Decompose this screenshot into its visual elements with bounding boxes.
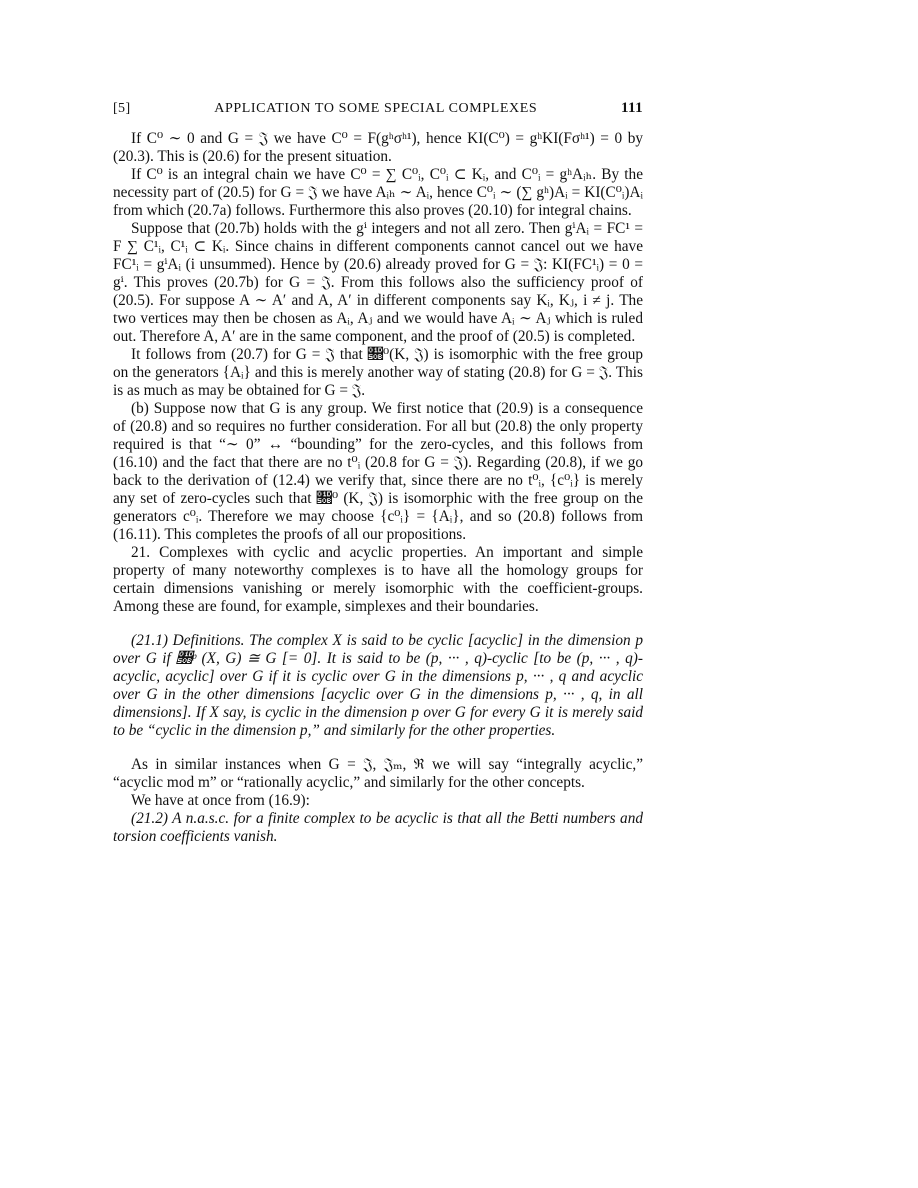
paragraph-integrally-acyclic: As in similar instances when G = 𝔍, 𝔍ₘ, ℜ we will say “integrally acyclic,” “acyclic mod m” or “rationally acyclic,” and similarly for the other concepts. bbox=[113, 756, 643, 791]
section-21-paragraph: 21. Complexes with cyclic and acyclic properties. An important and simple property of many noteworthy complexes is to have all the homology groups for certain dimensions vanishing or merely isomorphic with the coefficient-groups. Among these are found, for example, simplexes and their boundaries. bbox=[113, 544, 643, 615]
page-number: 111 bbox=[620, 100, 643, 116]
paragraph-4: It follows from (20.7) for G = 𝔍 that 𝔋⁰(K, 𝔍) is isomorphic with the free group on the generators {Aᵢ} and this is merely another way of stating (20.8) for G = 𝔍. This is as much as may be obtained for G = 𝔍. bbox=[113, 346, 643, 399]
paragraph-5: (b) Suppose now that G is any group. We first notice that (20.9) is a consequence of (20.8) and so requires no further consideration. For all but (20.8) the only property required is that “∼ 0” ↔ “bounding” for the zero-cycles, and this follows from (16.10) and the fact that there are no t⁰ᵢ (20.8 for G = 𝔍). Regarding (20.8), if we go back to the derivation of (12.4) we verify that, since there are no t⁰ᵢ, {c⁰ᵢ} is merely any set of zero-cycles such that 𝔋⁰ (K, 𝔍) is isomorphic with the free group on the generators c⁰ᵢ. Therefore we may choose {c⁰ᵢ} = {Aᵢ}, and so (20.8) follows from (16.11). This completes the proofs of all our propositions. bbox=[113, 400, 643, 543]
running-header bbox=[113, 99, 643, 118]
book-page bbox=[113, 99, 643, 846]
paragraph-at-once: We have at once from (16.9): bbox=[131, 792, 310, 809]
definition-21-1: (21.1) Definitions. The complex X is said to be cyclic [acyclic] in the dimension p over G if 𝔋ᵖ (X, G) ≅ G [= 0]. It is said to be (p, ··· , q)-cyclic [to be (p, ··· , q)-acyclic, acyclic] over G if it is cyclic over G in the dimensions p, ··· , q and acyclic over G in the other dimensions [acyclic over G in the dimensions p, ··· , q, in all dimensions]. If X say, is cyclic in the dimension p over G for every G it is merely said to be “cyclic in the dimension p,” and similarly for the other properties. bbox=[113, 632, 643, 739]
paragraph-2: If C⁰ is an integral chain we have C⁰ = ∑ C⁰ᵢ, C⁰ᵢ ⊂ Kᵢ, and C⁰ᵢ = gʰAᵢₕ. By the necessity part of (20.5) for G = 𝔍 we have Aᵢₕ ∼ Aᵢ, hence C⁰ᵢ ∼ (∑ gʰ)Aᵢ = KI(C⁰ᵢ)Aᵢ from which (20.7a) follows. Furthermore this also proves (20.10) for integral chains. bbox=[113, 166, 643, 219]
paragraph-1: If C⁰ ∼ 0 and G = 𝔍 we have C⁰ = F(gʰσʰ¹), hence KI(C⁰) = gʰKI(Fσʰ¹) = 0 by (20.3). This is (20.6) for the present situation. bbox=[113, 130, 643, 165]
proposition-21-2: (21.2) A n.a.s.c. for a finite complex to be acyclic is that all the Betti numbers and torsion coefficients vanish. bbox=[113, 810, 643, 845]
running-title: APPLICATION TO SOME SPECIAL COMPLEXES bbox=[214, 101, 538, 116]
definition-block bbox=[113, 632, 643, 740]
paragraph-3: Suppose that (20.7b) holds with the gⁱ integers and not all zero. Then gⁱAᵢ = FC¹ = F ∑ C¹ᵢ, C¹ᵢ ⊂ Kᵢ. Since chains in different components cannot cancel out we have FC¹ᵢ = gⁱAᵢ (i unsummed). Hence by (20.6) already proved for G = 𝔍: KI(FC¹ᵢ) = 0 = gⁱ. This proves (20.7b) for G = 𝔍. From this follows also the sufficiency proof of (20.5). For suppose A ∼ A′ and A, A′ in different components say Kᵢ, Kⱼ, i ≠ j. The two vertices may then be chosen as Aᵢ, Aⱼ and we would have Aᵢ ∼ Aⱼ which is ruled out. Therefore A, A′ are in the same component, and the proof of (20.5) is completed. bbox=[113, 220, 643, 345]
section-marker: [5] bbox=[113, 101, 131, 116]
